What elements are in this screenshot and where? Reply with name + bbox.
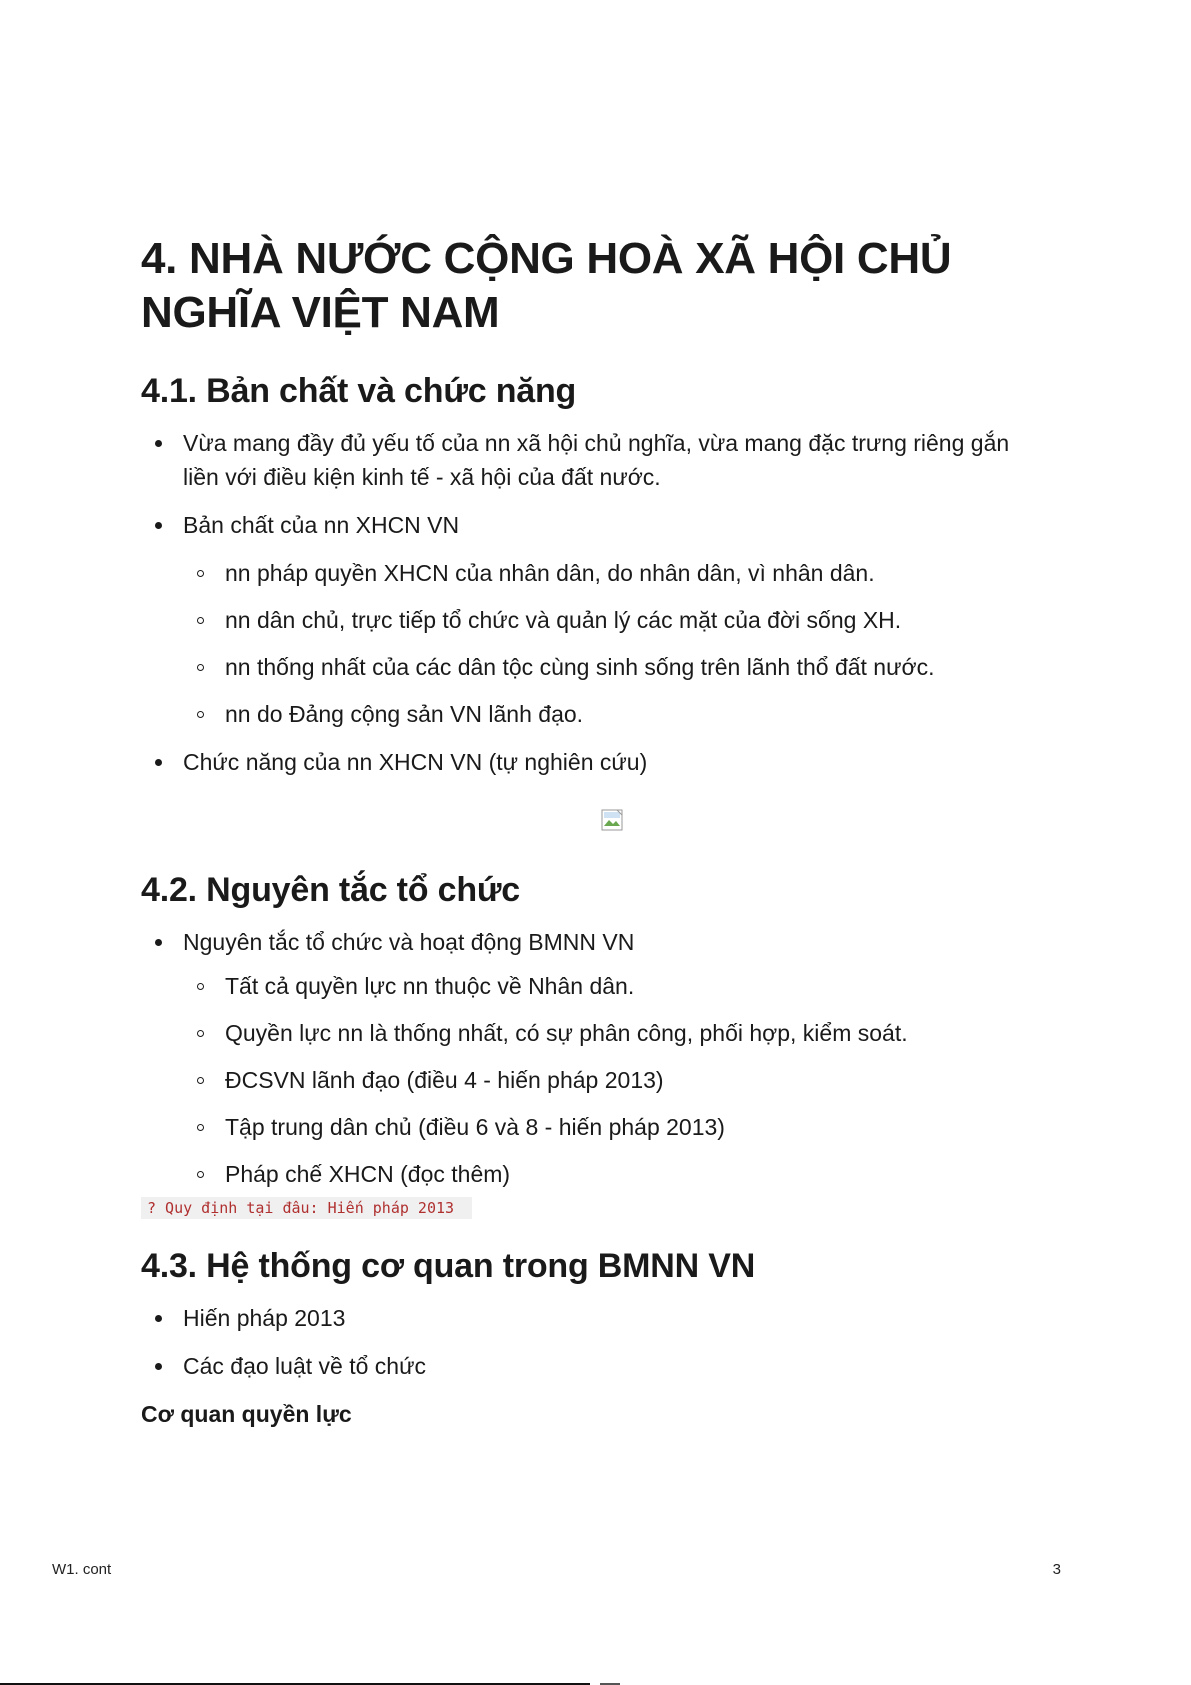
list-item-text: Bản chất của nn XHCN VN [183, 512, 460, 538]
bullet-icon [155, 1315, 162, 1322]
sub-list-item [183, 1157, 1041, 1191]
sub-list-item-text: Quyền lực nn là thống nhất, có sự phân công, phối hợp, kiểm soát. [225, 1020, 908, 1046]
bullet-icon [155, 759, 162, 766]
sub-list-item [183, 650, 1041, 684]
circle-bullet-icon [197, 711, 204, 718]
sub-list-item-text: Pháp chế XHCN (đọc thêm) [225, 1161, 511, 1187]
bullet-icon [155, 440, 162, 447]
bullet-icon [155, 939, 162, 946]
circle-bullet-icon [197, 1124, 204, 1131]
list-item [141, 426, 1041, 494]
list-item-text: Các đạo luật về tổ chức [183, 1353, 426, 1379]
sub-list [183, 556, 1041, 731]
section-heading-4-1: 4.1. Bản chất và chức năng [141, 372, 577, 410]
section-4-3-list [141, 1301, 1041, 1383]
sub-list-item-text: nn pháp quyền XHCN của nhân dân, do nhân dân, vì nhân dân. [225, 560, 875, 586]
page-number: 3 [1052, 1561, 1061, 1578]
sub-list-item-text: Tập trung dân chủ (điều 6 và 8 - hiến pháp 2013) [225, 1114, 725, 1140]
circle-bullet-icon [197, 664, 204, 671]
list-item-text: Nguyên tắc tổ chức và hoạt động BMNN VN [183, 929, 635, 955]
circle-bullet-icon [197, 570, 204, 577]
sub-list-item-text: nn thống nhất của các dân tộc cùng sinh sống trên lãnh thổ đất nước. [225, 654, 935, 680]
bold-label: Cơ quan quyền lực [141, 1401, 352, 1427]
broken-image-icon [601, 809, 625, 833]
sub-list-item [183, 1063, 1041, 1097]
bullet-icon [155, 522, 162, 529]
sub-list-item-text: nn dân chủ, trực tiếp tổ chức và quản lý các mặt của đời sống XH. [225, 607, 902, 633]
list-item [141, 925, 1041, 1191]
sub-list-item-text: ĐCSVN lãnh đạo (điều 4 - hiến pháp 2013) [225, 1067, 664, 1093]
section-4-2-list [141, 925, 1041, 1191]
list-item-text: Vừa mang đầy đủ yếu tố của nn xã hội chủ nghĩa, vừa mang đặc trưng riêng gắn liền với điều kiện kinh tế - xã hội của đất nước. [183, 430, 1010, 490]
sub-list-item [183, 556, 1041, 590]
section-heading-4-3: 4.3. Hệ thống cơ quan trong BMNN VN [141, 1247, 756, 1285]
sub-list-item [183, 969, 1041, 1003]
list-item [141, 745, 1041, 779]
list-item-text: Chức năng của nn XHCN VN (tự nghiên cứu) [183, 749, 648, 775]
sub-list-item-text: nn do Đảng cộng sản VN lãnh đạo. [225, 701, 584, 727]
sub-list-item [183, 1016, 1041, 1050]
circle-bullet-icon [197, 1077, 204, 1084]
page-content [141, 232, 1041, 1431]
list-item [141, 508, 1041, 731]
circle-bullet-icon [197, 617, 204, 624]
sub-list [183, 969, 1041, 1191]
section-4-1-list [141, 426, 1041, 779]
section-heading-4-2: 4.2. Nguyên tắc tổ chức [141, 871, 521, 909]
circle-bullet-icon [197, 1171, 204, 1178]
sub-list-item [183, 1110, 1041, 1144]
sub-list-item-text: Tất cả quyền lực nn thuộc về Nhân dân. [225, 973, 635, 999]
footer-left-label: W1. cont [52, 1561, 112, 1578]
sub-list-item [183, 603, 1041, 637]
circle-bullet-icon [197, 1030, 204, 1037]
sub-list-item [183, 697, 1041, 731]
list-item-text: Hiến pháp 2013 [183, 1305, 346, 1331]
list-item [141, 1349, 1041, 1383]
page-title: 4. NHÀ NƯỚC CỘNG HOÀ XÃ HỘI CHỦ NGHĨA VIỆT NAM [141, 234, 952, 337]
circle-bullet-icon [197, 983, 204, 990]
code-note: ? Quy định tại đâu: Hiến pháp 2013 [141, 1197, 472, 1219]
bullet-icon [155, 1363, 162, 1370]
list-item [141, 1301, 1041, 1335]
